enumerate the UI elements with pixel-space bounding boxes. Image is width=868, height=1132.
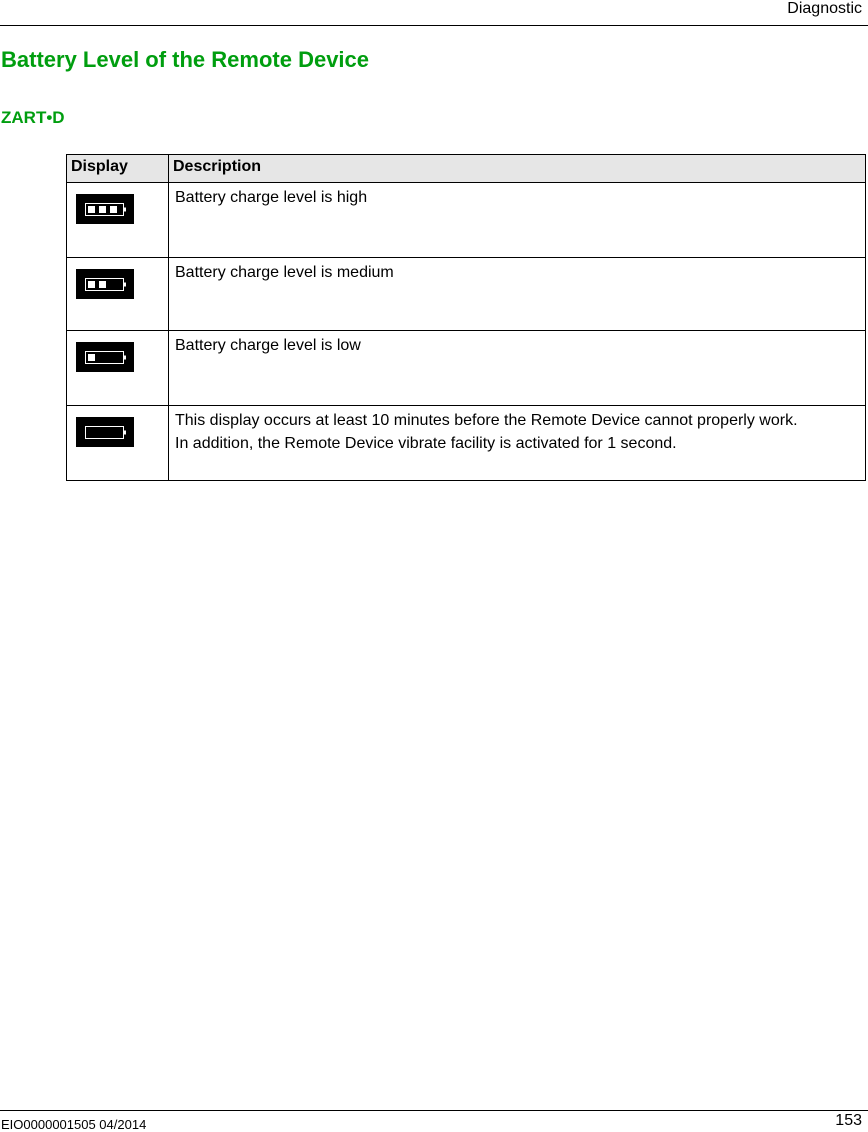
battery-bar (110, 206, 117, 213)
footer-divider (0, 1110, 868, 1111)
battery-display-table (66, 154, 866, 481)
battery-bar (88, 281, 95, 288)
column-header-display: Display (67, 155, 169, 183)
row-description: Battery charge level is medium (175, 264, 394, 281)
battery-low-icon (76, 342, 134, 372)
battery-high-icon (76, 194, 134, 224)
row-description-line: This display occurs at least 10 minutes before the Remote Device cannot properly work. (175, 412, 798, 429)
table-row (67, 331, 866, 406)
row-description: Battery charge level is high (175, 189, 368, 206)
battery-medium-icon (76, 269, 134, 299)
battery-empty-icon (76, 417, 134, 447)
table-row (67, 406, 866, 481)
page-number: 153 (835, 1112, 862, 1129)
header-divider (0, 25, 868, 26)
row-description-line: In addition, the Remote Device vibrate facility is activated for 1 second. (175, 435, 677, 452)
running-header: Diagnostic (787, 0, 862, 17)
section-subtitle: ZART•D (1, 108, 65, 127)
document-reference: EIO0000001505 04/2014 (1, 1117, 147, 1132)
battery-bar (88, 206, 95, 213)
battery-bar (99, 281, 106, 288)
row-description: Battery charge level is low (175, 337, 361, 354)
table-row (67, 183, 866, 258)
battery-bar (88, 354, 95, 361)
section-title: Battery Level of the Remote Device (1, 47, 370, 72)
table-row (67, 258, 866, 331)
battery-bar (99, 206, 106, 213)
table-header-row (67, 155, 866, 183)
column-header-description: Description (169, 155, 866, 183)
